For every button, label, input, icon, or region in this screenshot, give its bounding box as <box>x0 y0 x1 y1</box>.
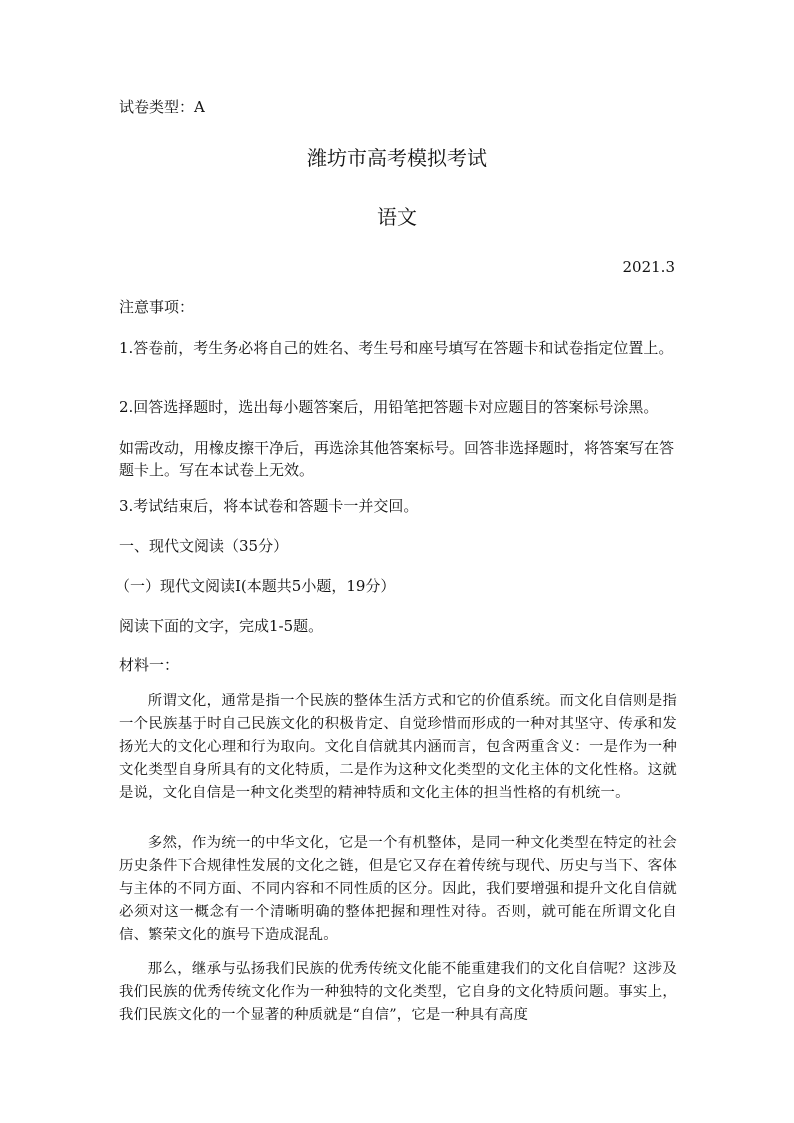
passage-paragraph-3: 那么，继承与弘扬我们民族的优秀传统文化能不能重建我们的文化自信呢？这涉及我们民族的优秀传统文化作为一种独特的文化类型，它自身的文化特质问题。事实上，我们民族文化的一个显著的种质就是“自信”，它是一种具有高度 <box>119 961 677 1023</box>
notice-heading: 注意事项： <box>119 298 195 316</box>
section-title: 一、现代文阅读（35分） <box>119 537 289 555</box>
passage-paragraph-1: 所谓文化，通常是指一个民族的整体生活方式和它的价值系统。而文化自信则是指一个民族基于时自己民族文化的积极肯定、自觉珍惜而形成的一种对其坚守、传承和发扬光大的文化心理和行为取向。文化自信就其内涵而言，包含两重含义：一是作为一种文化类型自身所具有的文化特质，二是作为这种文化类型的文化主体的文化性格。这就是说，文化自信是一种文化类型的精神特质和文化主体的担当性格的有机统一。 <box>119 693 677 801</box>
notice-item-2: 2.回答选择题时，选出每小题答案后，用铅笔把答题卡对应题目的答案标号涂黑。 <box>119 398 659 416</box>
material-label: 材料一： <box>119 656 180 674</box>
notice-item-2-cont: 如需改动，用橡皮擦干净后，再选涂其他答案标号。回答非选择题时，将答案写在答题卡上。写在本试卷上无效。 <box>119 439 675 479</box>
subject-title: 语文 <box>377 205 417 229</box>
passage-paragraph-2: 多然，作为统一的中华文化，它是一个有机整体，是同一种文化类型在特定的社会历史条件下合规律性发展的文化之链，但是它又存在着传统与现代、历史与当下、客体与主体的不同方面、不同内容和不同性质的区分。因此，我们要增强和提升文化自信就必须对这一概念有一个清晰明确的整体把握和理性对待。否则，就可能在所谓文化自信、繁荣文化的旗号下造成混乱。 <box>119 835 677 943</box>
exam-date: 2021.3 <box>622 258 675 276</box>
section-subtitle: （一）现代文阅读Ⅰ(本题共5小题，19分） <box>115 577 396 595</box>
notice-item-1: 1.答卷前，考生务必将自己的姓名、考生号和座号填写在答题卡和试卷指定位置上。 <box>119 339 674 357</box>
section-instruction: 阅读下面的文字，完成1-5题。 <box>119 617 324 635</box>
notice-item-3: 3.考试结束后，将本试卷和答题卡一并交回。 <box>119 497 419 515</box>
paper-type-label: 试卷类型：A <box>119 98 205 116</box>
exam-title: 潍坊市高考模拟考试 <box>307 146 487 170</box>
